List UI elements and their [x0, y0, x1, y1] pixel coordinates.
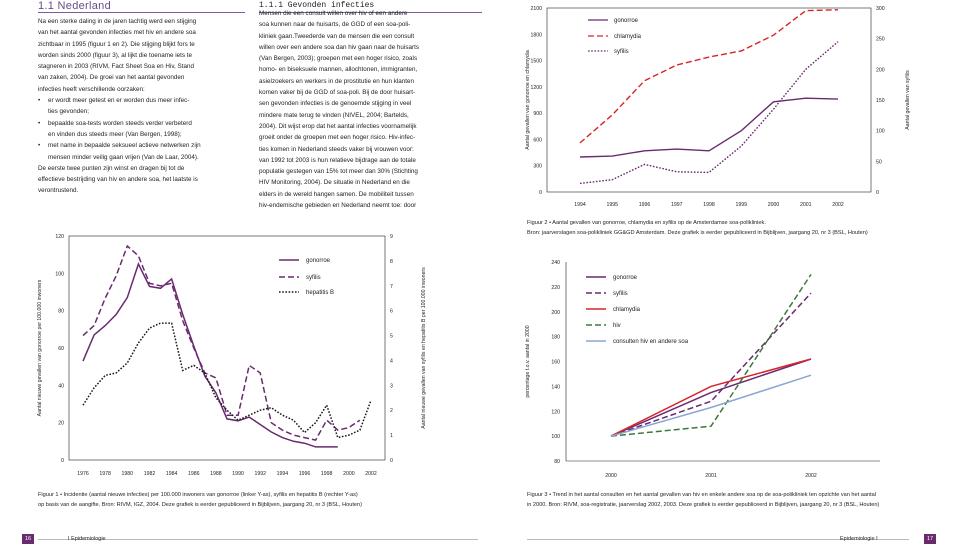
figure-3-caption-line2: in 2000. Bron: RIVM, soa-registratie, jaarverslag 2002, 2003. Deze grafiek is eerder gepubliceerd in Bijblijven, jaargang 20, nr 3 (BSL, Houten)	[527, 502, 880, 508]
section-title: 1.1 Nederland	[38, 0, 112, 12]
series-line-hiv	[611, 274, 811, 436]
text-line: Mensen die een consult willen over hiv of een andere	[259, 10, 408, 17]
y-right-tick-label: 100	[876, 128, 885, 135]
text-line: verontrustend.	[38, 187, 79, 195]
y-right-tick-label: 7	[390, 283, 393, 290]
legend-label: hepatitis B	[306, 290, 335, 296]
legend-label: consulten hiv en andere soa	[613, 339, 689, 345]
y-left-tick-label: 20	[58, 420, 64, 427]
y-left-tick-label: 600	[533, 137, 542, 144]
text-line: effectieve bestrijding van hiv en andere soa, het laatste is	[38, 176, 198, 184]
bullet-line: • bepaalde soa-tests worden steeds verder verbeterd	[48, 119, 192, 127]
y-left-axis-label: Aantal nieuwe gevallen van gonorroe per 100.000 inwoners	[37, 279, 43, 417]
legend-label: gonorroe	[306, 258, 331, 264]
text-line: stagneren in 2003 (RIVM, Fact Sheet Soa en Hiv, Stand	[38, 63, 194, 71]
y-right-tick-label: 250	[876, 36, 885, 43]
y-tick-label: 160	[551, 359, 560, 366]
x-tick-label: 1982	[143, 471, 156, 477]
footer-section-left: Epidemiologie	[71, 536, 106, 542]
text-line: willen over een andere soa dan hiv gaan naar de huisarts	[259, 43, 419, 51]
y-left-tick-label: 1800	[530, 32, 542, 39]
y-left-tick-label: 1500	[530, 58, 542, 65]
text-line: van het aantal gevonden infecties met hiv en andere soa	[38, 29, 196, 37]
text-line: Na een sterke daling in de jaren tachtig werd een stijging	[38, 18, 197, 25]
x-tick-label: 1978	[99, 471, 111, 477]
legend-label: gonorroe	[614, 18, 639, 24]
text-line: asielzoekers en werkers in de prostitutie en hun klanten	[259, 77, 415, 85]
y-right-tick-label: 9	[390, 234, 393, 240]
x-tick-label: 1990	[232, 471, 244, 477]
x-tick-label: 1976	[77, 471, 89, 477]
x-tick-label: 2001	[705, 473, 717, 479]
legend-label: syfilis	[614, 49, 629, 55]
y-right-axis-label: Aantal gevallen van syfilis	[905, 70, 911, 130]
y-right-tick-label: 1	[390, 433, 393, 440]
page-number-left: 16	[22, 534, 34, 544]
y-tick-label: 80	[554, 459, 560, 465]
text-line: ties komen in Nederland steeds vaker bij vrouwen voor:	[259, 145, 414, 153]
y-tick-label: 120	[551, 409, 560, 416]
y-right-axis-label: Aantal nieuwe gevallen van syfilis en hepatitis B per 100.000 inwoners	[421, 267, 427, 429]
series-line-syfilis	[611, 293, 811, 436]
y-left-tick-label: 80	[58, 308, 64, 315]
y-left-tick-label: 120	[55, 234, 64, 240]
figure-3-caption	[527, 490, 952, 510]
legend-label: chlamydia	[613, 307, 641, 313]
y-left-tick-label: 300	[533, 163, 542, 170]
legend-label: chlamydia	[614, 34, 642, 40]
y-right-tick-label: 3	[390, 383, 393, 390]
series-line-gonorroe	[611, 359, 811, 436]
x-tick-label: 1999	[735, 202, 748, 208]
x-tick-label: 1988	[210, 471, 222, 477]
text-line: van 1992 tot 2003 is hun relatieve bijdrage aan de totale	[259, 156, 416, 164]
y-left-tick-label: 60	[58, 346, 64, 352]
text-line: HIV Monitoring, 2004). De situatie in Nederland en die	[259, 179, 410, 187]
text-line: populatie gestegen van 15% tot meer dan 30% (Stichting	[259, 168, 418, 176]
y-tick-label: 180	[551, 334, 560, 341]
bullet-line: en vinden dus steeds meer (Van Bergen, 1998);	[48, 130, 182, 138]
page-number-right: 17	[924, 534, 936, 544]
x-tick-label: 1994	[276, 471, 289, 477]
y-tick-label: 240	[551, 260, 560, 266]
figure-2-caption-line2: Bron: jaarverslagen soa-polikliniek GG&GD Amsterdam. Deze grafiek is eerder gepubliceerd in Bijblijven, jaargang 20, nr 3 (BSL, Houten)	[527, 230, 868, 236]
y-tick-label: 220	[551, 284, 560, 291]
y-axis-label: percentage t.o.v. aantal in 2000	[525, 325, 531, 398]
legend-label: hiv	[613, 323, 621, 329]
x-tick-label: 2000	[767, 202, 780, 208]
y-tick-label: 200	[551, 309, 560, 316]
figure-1-caption	[38, 490, 498, 510]
text-line: worden sinds 2000 (figuur 3), al lijkt die toename iets te	[38, 51, 193, 59]
text-line: zichtbaar in 1995 (figuur 1 en 2). Die stijging blijkt fors te	[38, 40, 195, 48]
x-tick-label: 1997	[670, 202, 683, 208]
x-tick-label: 2001	[799, 202, 812, 208]
figure-3-caption-line1: Figuur 3 • Trend in het aantal consulten en het aantal gevallen van hiv en enkele andere soa op de soa-polikliniek ten opzichte van het aantal	[527, 492, 877, 498]
x-tick-label: 2002	[365, 471, 377, 477]
text-line: kliniek gaan.Tweederde van de mensen die een consult	[259, 32, 415, 40]
bullet-line: mensen minder veilig gaan vrijen (Van de Laar, 2004).	[48, 153, 199, 161]
x-tick-label: 1984	[165, 471, 178, 477]
y-tick-label: 140	[551, 384, 560, 391]
figure-1-caption-line2: op basis van de aangifte. Bron: RIVM, IGZ, 2004. Deze grafiek is eerder gepubliceerd in Bijblijven, jaargang 20, nr 3 (BSL, Houten)	[38, 502, 362, 508]
y-right-tick-label: 300	[876, 6, 885, 12]
series-line-chlamydia	[611, 359, 811, 436]
footer-label-left: I Epidemiologie	[68, 536, 106, 542]
x-tick-label: 1992	[254, 471, 267, 477]
footer-section-right: Epidemiologie	[840, 536, 875, 542]
text-line: soa kunnen naar de huisarts, de GGD of een soa-poli-	[259, 21, 411, 29]
x-tick-label: 1994	[574, 202, 586, 208]
y-left-tick-label: 0	[539, 190, 542, 196]
x-tick-label: 1996	[638, 202, 651, 208]
y-right-tick-label: 150	[876, 98, 885, 104]
x-tick-label: 2002	[805, 473, 817, 479]
text-line: sen gevonden infecties is de genoemde stijging in veel	[259, 100, 412, 108]
figure-2-caption-line1: Figuur 2 • Aantal gevallen van gonorroe, chlamydia en syfilis op de Amsterdamse soa-polikliniek.	[527, 220, 766, 226]
y-right-tick-label: 0	[390, 458, 393, 464]
series-line-consulten-hiv-en-andere-soa	[611, 375, 811, 436]
x-tick-label: 1998	[703, 202, 715, 208]
y-left-tick-label: 900	[533, 111, 542, 118]
y-right-tick-label: 0	[876, 190, 879, 196]
text-line: elders in de wereld hangen samen. De mobiliteit tussen	[259, 190, 414, 198]
y-left-axis-label: Aantal gevallen van gonorroe en chlamydia	[525, 50, 531, 150]
legend-label: syfilis	[306, 275, 321, 281]
y-right-tick-label: 6	[390, 308, 393, 315]
y-right-tick-label: 4	[390, 358, 393, 365]
y-right-tick-label: 50	[876, 159, 882, 166]
figure-1-caption-line1: Figuur 1 • Incidentie (aantal nieuwe infecties) per 100.000 inwoners van gonorroe (linker Y-as), syfilis en hepatitis B (rechter Y-as)	[38, 492, 358, 498]
y-right-tick-label: 2	[390, 408, 393, 415]
text-line: (Van Bergen, 2003); groepen met een hoger risico, zoals	[259, 55, 418, 63]
x-tick-label: 1998	[320, 471, 333, 477]
subsection-title: 1.1.1 Gevonden infecties	[259, 1, 375, 10]
text-line: 2004). Dit wijst erop dat het aantal infecties voornamelijk	[259, 122, 417, 130]
x-tick-label: 1980	[121, 471, 134, 477]
y-left-tick-label: 40	[58, 383, 64, 390]
y-left-tick-label: 100	[55, 271, 64, 278]
text-line: mindere mate terug te vinden (NIVEL, 2004; Bartelds,	[259, 111, 409, 119]
text-line: infecties heeft verschillende oorzaken:	[38, 85, 145, 93]
x-tick-label: 2000	[605, 473, 617, 479]
y-left-tick-label: 2100	[530, 6, 542, 12]
y-right-tick-label: 200	[876, 67, 885, 74]
text-line: komen vaker bij de GGD of soa-poli. Bij de door huisart-	[259, 89, 416, 97]
y-left-tick-label: 1200	[530, 84, 542, 91]
text-line: groeit onder de groepen met een hoger risico. Hiv-infec-	[259, 134, 416, 142]
x-tick-label: 2000	[343, 471, 355, 477]
bullet-line: ties gevonden;	[48, 108, 89, 116]
y-tick-label: 100	[551, 434, 560, 441]
bullet-line: • er wordt meer getest en er worden dus meer infec-	[48, 97, 190, 105]
figure-2-caption	[527, 218, 947, 238]
text-line: De eerste twee punten zijn winst en dragen bij tot de	[38, 164, 185, 172]
legend-label: gonorroe	[613, 275, 638, 281]
text-line: van zaken, 2004). De groei van het aantal gevonden	[38, 74, 185, 82]
text-line: homo- en biseksuele mannen, allochtonen, immigranten,	[259, 66, 418, 74]
y-right-tick-label: 5	[390, 333, 393, 340]
x-tick-label: 1995	[606, 202, 619, 208]
x-tick-label: 1996	[298, 471, 311, 477]
y-right-tick-label: 8	[390, 258, 393, 265]
legend-label: syfilis	[613, 291, 628, 297]
text-line: hiv-endemische gebieden en Nederland neemt toe: door	[259, 202, 417, 210]
x-tick-label: 2002	[832, 202, 844, 208]
bullet-line: • met name in bepaalde seksueel actieve netwerken zijn	[48, 142, 201, 150]
footer-label-right: Epidemiologie I	[840, 536, 878, 542]
y-left-tick-label: 0	[61, 458, 64, 464]
x-tick-label: 1986	[187, 471, 200, 477]
